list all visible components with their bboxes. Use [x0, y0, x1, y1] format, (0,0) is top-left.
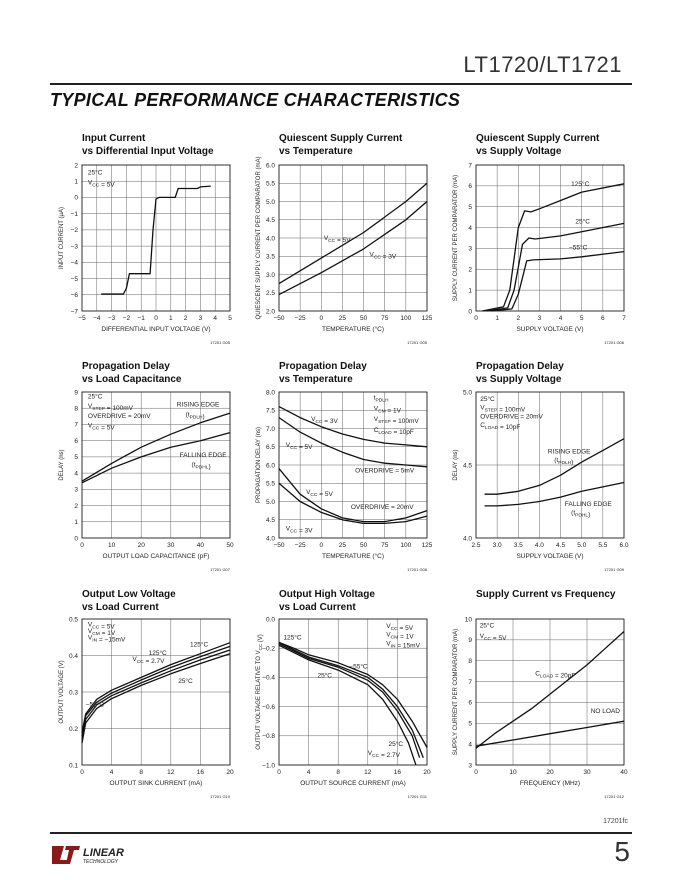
y-tick-label: −7: [70, 308, 78, 316]
chart-title-line: Input Current: [82, 133, 146, 144]
x-axis-label: SUPPLY VOLTAGE (V): [516, 326, 584, 333]
y-tick-label: 0.4: [68, 652, 78, 660]
y-tick-label: 5.0: [265, 498, 275, 506]
chart-c8: [256, 616, 431, 799]
y-tick-label: −1: [70, 210, 78, 218]
y-tick-label: 7.5: [265, 407, 275, 415]
chart-annotation: $V_{CC} = 5V$: [87, 621, 115, 631]
chart-annotation: $V_{CC} = 5V$: [386, 622, 414, 632]
chart-annotation: 125°C: [571, 180, 590, 188]
part-number: LT1720/LT1721: [463, 52, 622, 77]
chart-annotation: $C_{LOAD} = 10pF$: [373, 427, 414, 437]
chart-annotation: OVERDRIVE = 20mV: [87, 412, 151, 420]
x-axis-label: SUPPLY VOLTAGE (V): [516, 553, 584, 560]
chart-annotation: 125°C: [283, 634, 302, 642]
y-tick-label: 6.0: [265, 462, 275, 470]
chart-annotation: $V_{CC} = 5V$: [323, 234, 351, 244]
x-tick-label: 0: [319, 542, 324, 549]
y-tick-label: −3: [70, 243, 78, 251]
x-tick-label: 4.5: [556, 542, 566, 549]
section-title: TYPICAL PERFORMANCE CHARACTERISTICS: [50, 90, 461, 110]
figure-code: 17201 G09: [604, 567, 624, 572]
x-tick-label: 5.5: [598, 542, 608, 549]
y-tick-label: −6: [70, 292, 78, 300]
x-tick-label: 5: [228, 315, 232, 322]
chart-annotation: 25°C: [178, 677, 193, 685]
y-tick-label: 4: [468, 224, 472, 232]
chart-annotation: 25°C: [317, 672, 333, 680]
chart-annotation: $V_{IN} = 15mV$: [386, 640, 420, 650]
chart-annotation: 25°C: [87, 393, 103, 401]
chart-title-line: Propagation Delay: [476, 361, 564, 372]
y-tick-label: 0.5: [68, 616, 78, 624]
y-tick-label: 1: [468, 287, 472, 295]
figure-code: 17201 G05: [407, 340, 427, 345]
y-tick-label: 2.5: [265, 290, 275, 298]
chart-annotation: $C_{LOAD} = 20pF$: [535, 670, 576, 680]
x-tick-label: 16: [196, 769, 205, 776]
x-tick-label: −50: [273, 315, 285, 322]
x-tick-label: 4: [213, 315, 218, 322]
x-tick-label: 5.0: [577, 542, 587, 549]
chart-annotation: $(t_{PDLH})$: [554, 457, 574, 467]
x-axis-label: TEMPERATURE (°C): [321, 326, 385, 333]
x-axis-label: FREQUENCY (MHz): [519, 780, 581, 787]
chart-c9: [453, 616, 628, 799]
y-tick-label: 3: [468, 245, 472, 253]
chart-annotation: NO LOAD: [590, 707, 620, 715]
y-tick-label: 0.1: [68, 762, 78, 770]
chart-annotation: −55°C: [569, 244, 588, 252]
series-line: [82, 413, 230, 481]
y-tick-label: 9: [468, 637, 472, 645]
chart-c4: [59, 389, 234, 572]
x-tick-label: −2: [122, 315, 131, 322]
x-tick-label: 30: [583, 769, 591, 776]
chart-annotation: $V_{IN} = -15mV$: [87, 634, 126, 644]
x-tick-label: 4.0: [534, 542, 544, 549]
x-axis-label: OUTPUT LOAD CAPACITANCE (pF): [102, 553, 210, 560]
x-tick-label: 4: [558, 315, 563, 322]
chart-c2: [256, 156, 433, 345]
chart-annotation: $(t_{PDLH})$: [185, 411, 205, 421]
x-tick-label: 2: [516, 315, 521, 322]
chart-title-line: vs Load Current: [279, 602, 356, 613]
chart-title-line: vs Differential Input Voltage: [82, 146, 214, 157]
chart-title-line: vs Load Current: [82, 602, 159, 613]
x-tick-label: −1: [137, 315, 145, 322]
series-line: [279, 202, 427, 295]
chart-annotation: $t_{PDLH}$: [373, 394, 389, 404]
footer-rule: [50, 832, 632, 834]
chart-c5: [256, 389, 433, 572]
x-tick-label: −50: [273, 542, 285, 549]
chart-title-line: Quiescent Supply Current: [279, 133, 403, 144]
y-tick-label: 8: [468, 658, 472, 666]
y-tick-label: 1: [74, 178, 78, 186]
chart-c6: [453, 389, 629, 572]
y-tick-label: 0.3: [68, 689, 78, 697]
chart-title: [279, 360, 469, 386]
x-tick-label: −25: [294, 542, 306, 549]
x-tick-label: −4: [93, 315, 101, 322]
chart-title: [476, 132, 666, 158]
x-tick-label: 8: [336, 769, 341, 776]
y-tick-label: −2: [70, 227, 78, 235]
figure-code: 17201 G08: [407, 567, 427, 572]
y-tick-label: 0: [74, 535, 78, 543]
x-tick-label: 3: [198, 315, 203, 322]
chart-title-line: vs Supply Voltage: [476, 146, 562, 157]
series-line: [279, 407, 427, 447]
x-tick-label: 20: [423, 769, 431, 776]
y-axis-label: OUTPUT VOLTAGE RELATIVE TO $V_{CC}$ (V): [256, 634, 264, 750]
chart-annotation: $(t_{PDHL})$: [571, 509, 591, 519]
x-tick-label: 1: [495, 315, 499, 322]
x-tick-label: 20: [546, 769, 554, 776]
x-tick-label: 20: [137, 542, 145, 549]
y-tick-label: 7: [74, 421, 78, 429]
chart-annotation: 25°C: [479, 622, 495, 630]
x-tick-label: 4: [306, 769, 311, 776]
x-tick-label: 6.0: [619, 542, 629, 549]
x-tick-label: −25: [294, 315, 306, 322]
x-tick-label: 10: [509, 769, 517, 776]
y-tick-label: 4.0: [265, 235, 275, 243]
chart-annotation: OVERDRIVE = 20mV: [480, 413, 543, 421]
x-tick-label: −3: [107, 315, 116, 322]
y-tick-label: 7: [468, 678, 472, 686]
x-tick-label: 7: [622, 315, 626, 322]
x-tick-label: 5: [579, 315, 584, 322]
x-tick-label: 100: [400, 315, 412, 322]
chart-title-line: Supply Current vs Frequency: [476, 589, 616, 600]
figure-code: 17201 G06: [604, 340, 624, 345]
chart-title: [279, 588, 469, 614]
x-tick-label: 0: [474, 769, 478, 776]
y-tick-label: 5: [74, 454, 78, 462]
y-tick-label: −1.0: [262, 762, 275, 770]
y-tick-label: 5.0: [462, 389, 472, 397]
x-tick-label: 16: [393, 769, 402, 776]
chart-annotation: 25°C: [87, 169, 103, 177]
chart-title-line: vs Temperature: [279, 146, 353, 157]
x-tick-label: 0: [474, 315, 478, 322]
x-axis-label: OUTPUT SINK CURRENT (mA): [109, 780, 203, 787]
chart-annotation: 125°C: [148, 649, 167, 657]
x-tick-label: 25: [338, 315, 347, 322]
chart-annotation: $V_{CC} = 5V$: [479, 632, 507, 642]
y-tick-label: 1: [74, 519, 78, 527]
x-axis-label: OUTPUT SOURCE CURRENT (mA): [300, 780, 406, 787]
chart-title: [82, 360, 272, 386]
y-tick-label: 6.0: [265, 162, 275, 170]
chart-title-line: Propagation Delay: [82, 361, 170, 372]
x-tick-label: 3.5: [513, 542, 523, 549]
chart-annotation: $V_{STEP} = 100mV$: [480, 404, 526, 414]
chart-title-line: vs Load Capacitance: [82, 374, 182, 385]
y-tick-label: 2: [468, 266, 472, 274]
chart-annotation: $(t_{PDHL})$: [191, 461, 211, 471]
y-tick-label: 5.5: [265, 480, 275, 488]
chart-c7: [59, 616, 234, 799]
figure-code: 17201 G11: [407, 794, 427, 799]
x-tick-label: 12: [167, 769, 175, 776]
y-tick-label: 8: [74, 405, 78, 413]
chart-annotation: $V_{CC} = 3V$: [369, 251, 397, 261]
linear-technology-logo: [50, 840, 150, 866]
chart-annotation: −55°C: [349, 663, 368, 671]
x-tick-label: 100: [400, 542, 412, 549]
x-tick-label: 125: [421, 542, 433, 549]
y-tick-label: 0.0: [265, 616, 275, 624]
chart-annotation: $V_{CC} = 2.7V$: [367, 749, 400, 759]
chart-title: [476, 360, 666, 386]
chart-c3: [453, 162, 626, 345]
series-line: [279, 469, 427, 522]
y-tick-label: 3: [468, 762, 472, 770]
y-tick-label: 3.0: [265, 271, 275, 279]
y-tick-label: 5.0: [265, 198, 275, 206]
chart-annotation: $V_{CC} = 5V$: [87, 179, 115, 189]
y-tick-label: 5.5: [265, 180, 275, 188]
chart-annotation: $V_{STEP} = 100mV$: [87, 403, 133, 413]
chart-annotation: 25°C: [480, 395, 495, 403]
chart-title-line: Output High Voltage: [279, 589, 375, 600]
page-number: 5: [614, 836, 630, 867]
x-tick-label: 1: [168, 315, 173, 322]
y-tick-label: 10: [464, 616, 472, 624]
y-axis-label: DELAY (ns): [59, 449, 65, 481]
chart-title-line: vs Supply Voltage: [476, 374, 562, 385]
y-tick-label: −0.8: [262, 733, 275, 741]
x-tick-label: −5: [78, 315, 86, 322]
y-tick-label: 4.0: [265, 535, 275, 543]
chart-annotation: $V_{CC} = 5V$: [306, 489, 333, 499]
y-tick-label: −0.2: [262, 645, 275, 653]
x-tick-label: 10: [107, 542, 116, 549]
chart-title: [82, 588, 272, 614]
y-axis-label: INPUT CURRENT (µA): [59, 207, 65, 269]
y-tick-label: 2.0: [265, 308, 275, 316]
y-tick-label: 6.5: [265, 444, 275, 452]
y-tick-label: 8.0: [265, 389, 275, 397]
chart-title-line: vs Temperature: [279, 374, 353, 385]
chart-annotation: $V_{CM} = 1V$: [373, 405, 401, 415]
chart-annotation: 125°C: [190, 641, 209, 649]
chart-annotation: $V_{STEP} = 100mV$: [373, 416, 419, 426]
y-tick-label: 0: [74, 194, 78, 202]
logo-mark-2: [65, 846, 80, 864]
chart-annotation: FALLING EDGE: [179, 451, 227, 459]
x-tick-label: 20: [226, 769, 234, 776]
x-tick-label: 40: [620, 769, 628, 776]
y-tick-label: 4.5: [265, 517, 275, 525]
chart-annotation: RISING EDGE: [547, 448, 591, 456]
chart-annotation: $V_{CC} = 2.7V$: [132, 655, 165, 665]
chart-title-line: Quiescent Supply Current: [476, 133, 600, 144]
x-tick-label: 3.0: [492, 542, 502, 549]
y-axis-label: PROPAGATION DELAY (ns): [256, 427, 262, 503]
chart-title-line: Propagation Delay: [279, 361, 367, 372]
y-tick-label: −0.6: [262, 703, 275, 711]
chart-annotation: 25°C: [388, 741, 404, 749]
x-axis-label: DIFFERENTIAL INPUT VOLTAGE (V): [101, 326, 211, 333]
plot-frame: [476, 165, 624, 311]
x-tick-label: 2: [183, 315, 188, 322]
x-tick-label: 40: [196, 542, 205, 549]
y-axis-label: SUPPLY CURRENT PER COMPARATOR (mA): [453, 628, 459, 756]
logo-subtext: TECHNOLOGY: [83, 859, 119, 865]
x-tick-label: 75: [381, 315, 389, 322]
y-tick-label: 4.5: [265, 217, 275, 225]
y-tick-label: 0.2: [68, 725, 78, 733]
x-tick-label: 50: [359, 315, 368, 322]
chart-title: [82, 132, 272, 158]
figure-code: 17201 G05: [210, 340, 230, 345]
header-rule: [50, 83, 632, 85]
y-axis-label: OUTPUT VOLTAGE (V): [59, 660, 65, 724]
chart-annotation: $V_{CC} = 3V$: [285, 525, 313, 535]
y-tick-label: 4: [74, 470, 78, 478]
figure-code: 17201 G12: [604, 794, 624, 799]
x-tick-label: 2.5: [471, 542, 481, 549]
chart-annotation: $V_{CM} = 1V$: [87, 627, 116, 637]
y-tick-label: 0: [468, 308, 472, 316]
y-axis-label: SUPPLY CURRENT PER COMPARATOR (mA): [453, 174, 459, 302]
y-tick-label: 4: [468, 741, 472, 749]
x-tick-label: 30: [167, 542, 175, 549]
y-tick-label: 3: [74, 486, 78, 494]
document-code: 17201fc: [603, 818, 628, 825]
y-tick-label: 6: [468, 183, 472, 191]
x-tick-label: 125: [421, 315, 433, 322]
x-tick-label: 8: [139, 769, 144, 776]
x-tick-label: 3: [537, 315, 542, 322]
x-tick-label: 0: [80, 542, 84, 549]
x-tick-label: 75: [381, 542, 389, 549]
chart-annotation: $V_{CM} = 1V$: [386, 631, 414, 641]
y-tick-label: 7.0: [265, 425, 275, 433]
x-tick-label: 0: [319, 315, 324, 322]
series-line: [279, 642, 427, 747]
y-tick-label: 3.5: [265, 253, 275, 261]
y-tick-label: 7: [468, 162, 472, 170]
chart-annotation: −55°C: [85, 701, 105, 709]
x-tick-label: 6: [601, 315, 605, 322]
x-tick-label: 50: [226, 542, 234, 549]
x-tick-label: 50: [359, 542, 368, 549]
y-axis-label: DELAY (ns): [453, 449, 459, 481]
y-tick-label: 5: [468, 204, 472, 212]
y-tick-label: 6: [74, 437, 78, 445]
x-tick-label: 12: [364, 769, 372, 776]
y-tick-label: 6: [468, 699, 472, 707]
chart-annotation: OVERDRIVE = 5mV: [355, 467, 415, 475]
chart-title-line: Output Low Voltage: [82, 589, 176, 600]
chart-annotation: $C_{LOAD} = 10pF$: [480, 422, 521, 432]
y-tick-label: −4: [70, 259, 78, 267]
x-tick-label: 0: [80, 769, 84, 776]
series-line: [279, 183, 427, 283]
y-tick-label: 9: [74, 389, 78, 397]
chart-annotation: $V_{CC} = 5V$: [87, 422, 115, 432]
x-tick-label: 0: [154, 315, 158, 322]
chart-annotation: OVERDRIVE = 20mV: [350, 503, 414, 511]
y-tick-label: 5: [468, 720, 472, 728]
y-tick-label: 2: [74, 162, 78, 170]
y-tick-label: −0.4: [262, 674, 275, 682]
y-tick-label: 4.0: [462, 535, 472, 543]
chart-title: [476, 588, 666, 601]
x-tick-label: 25: [338, 542, 347, 549]
y-tick-label: −5: [70, 275, 78, 283]
figure-code: 17201 G10: [210, 794, 230, 799]
chart-annotation: 25°C: [575, 218, 590, 226]
chart-c1: [59, 162, 232, 345]
chart-title: [279, 132, 469, 158]
x-axis-label: TEMPERATURE (°C): [321, 553, 385, 560]
figure-code: 17201 G07: [210, 567, 230, 572]
x-tick-label: 4: [109, 769, 114, 776]
chart-annotation: FALLING EDGE: [564, 500, 612, 508]
y-tick-label: 4.5: [462, 462, 472, 470]
chart-annotation: $V_{CC} = 3V$: [311, 416, 338, 426]
y-axis-label: QUIESCENT SUPPLY CURRENT PER COMPARATOR (mA): [256, 156, 262, 320]
chart-annotation: RISING EDGE: [176, 401, 220, 409]
x-tick-label: 0: [277, 769, 281, 776]
y-tick-label: 2: [74, 502, 78, 510]
logo-wordmark: LINEAR: [83, 847, 124, 859]
chart-annotation: $V_{CC} = 5V$: [285, 441, 313, 451]
